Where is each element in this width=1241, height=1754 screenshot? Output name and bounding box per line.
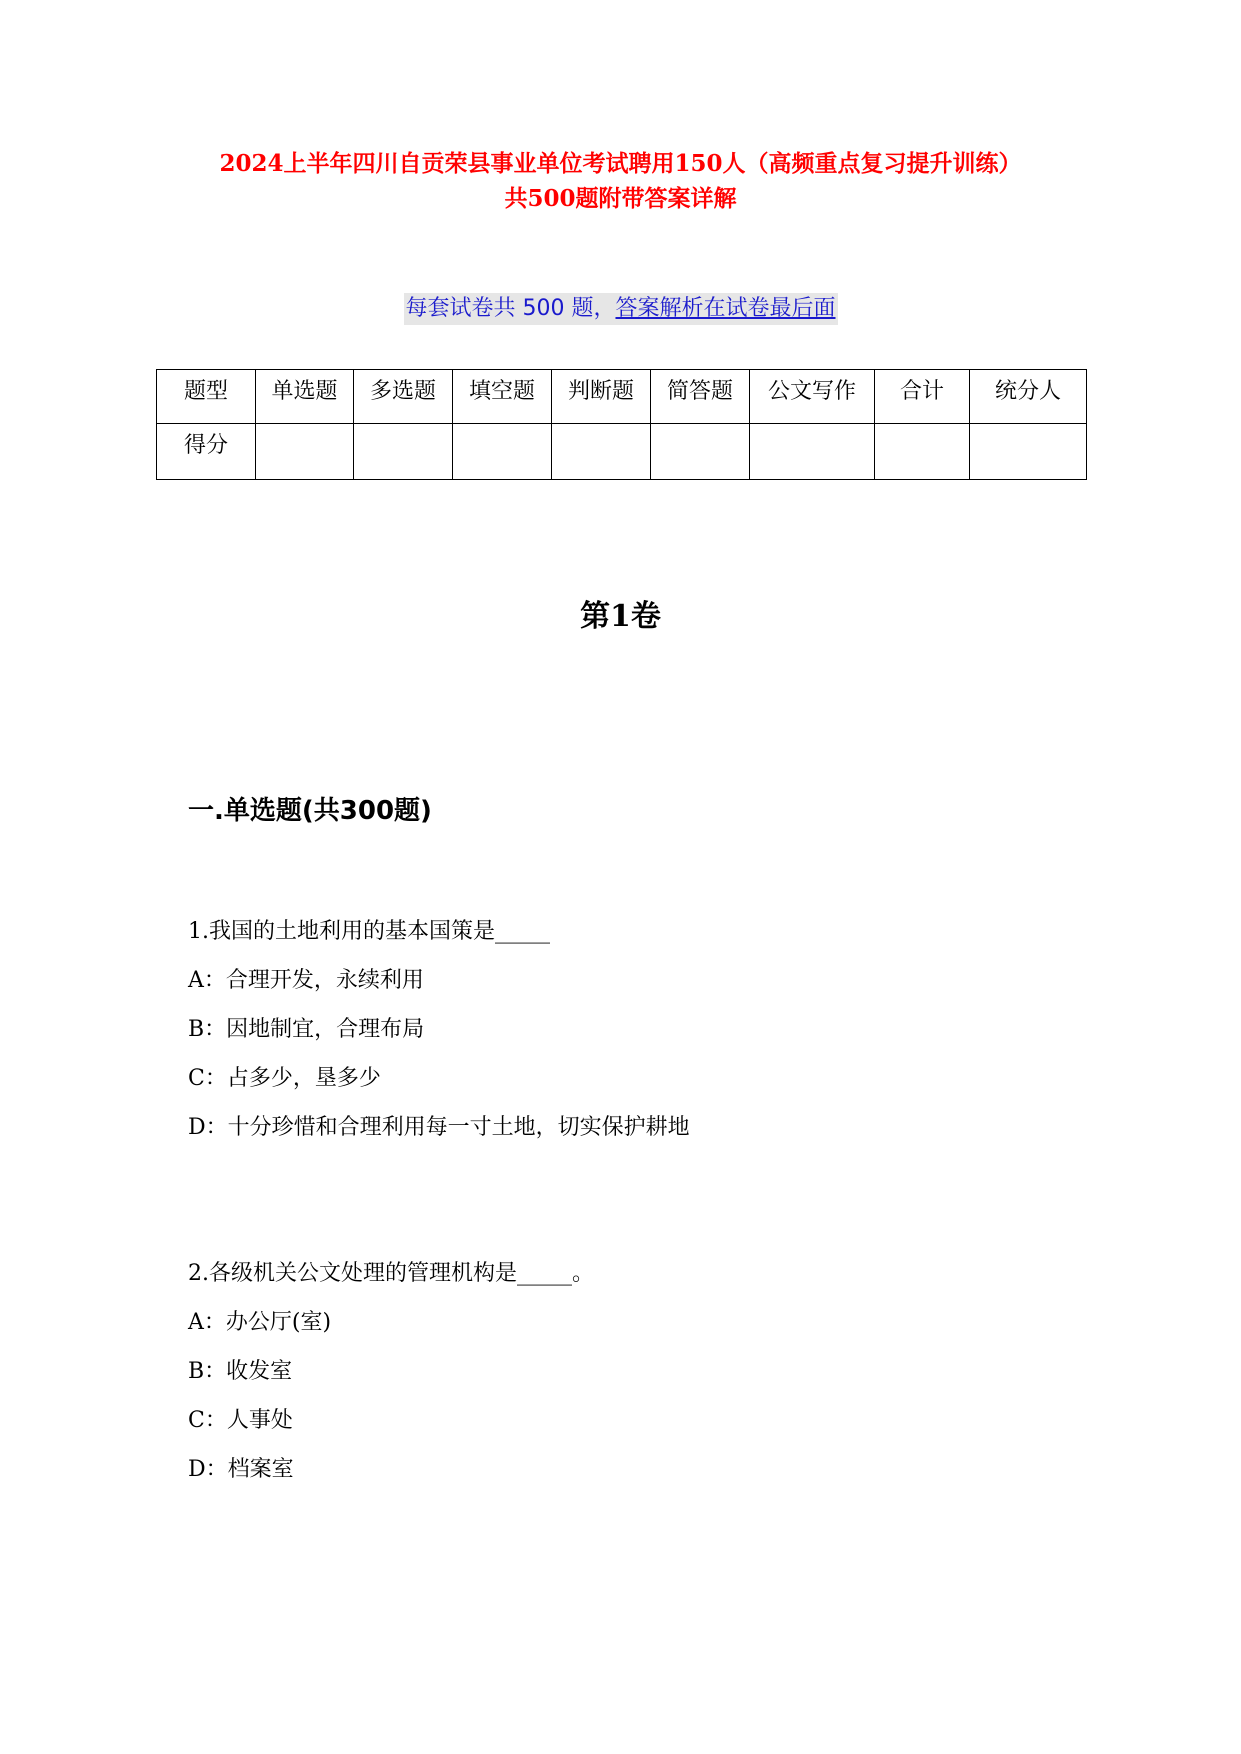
document-title-line-2: 共500题附带答案详解 [504, 185, 737, 212]
header-cell-single-choice: 单选题 [256, 370, 354, 424]
score-row-label: 得分 [157, 424, 256, 480]
header-cell-fill-blank: 填空题 [453, 370, 552, 424]
question-1-option-c: C：占多少，垦多少 [188, 1066, 381, 1091]
question-1-option-a: A：合理开发，永续利用 [188, 968, 424, 993]
score-cell [970, 424, 1087, 480]
question-1-option-d: D：十分珍惜和合理利用每一寸土地，切实保护耕地 [188, 1115, 690, 1140]
question-2-stem: 2.各级机关公文处理的管理机构是_____。 [188, 1261, 594, 1286]
document-title-line-1: 2024上半年四川自贡荣县事业单位考试聘用150人（高频重点复习提升训练） [219, 150, 1022, 177]
header-cell-type: 题型 [157, 370, 256, 424]
score-cell [750, 424, 875, 480]
score-table [156, 369, 1087, 480]
header-cell-true-false: 判断题 [552, 370, 651, 424]
banner-text-part-1: 每套试卷共 500 题， [405, 296, 616, 321]
score-cell [875, 424, 970, 480]
question-2-option-b: B：收发室 [188, 1359, 293, 1384]
score-cell [453, 424, 552, 480]
score-table-header-row [157, 370, 1087, 424]
question-2-option-a: A：办公厅(室) [188, 1310, 332, 1335]
score-table-score-row [157, 424, 1087, 480]
score-cell [256, 424, 354, 480]
question-1-option-b: B：因地制宜，合理布局 [188, 1017, 425, 1042]
score-cell [651, 424, 750, 480]
header-cell-total: 合计 [875, 370, 970, 424]
header-cell-multiple-choice: 多选题 [354, 370, 453, 424]
question-2-option-d: D：档案室 [188, 1457, 294, 1482]
banner-text-part-2: 答案解析在试卷最后面 [615, 296, 836, 321]
score-cell [354, 424, 453, 480]
question-2-option-c: C：人事处 [188, 1408, 293, 1433]
header-cell-scorer: 统分人 [970, 370, 1087, 424]
section-title: 一.单选题(共300题) [188, 796, 432, 826]
volume-title: 第1卷 [580, 599, 661, 634]
score-cell [552, 424, 651, 480]
question-1-stem: 1.我国的土地利用的基本国策是_____ [188, 919, 550, 944]
header-cell-official-writing: 公文写作 [750, 370, 875, 424]
header-cell-short-answer: 简答题 [651, 370, 750, 424]
banner-container [0, 293, 1241, 325]
exam-info-banner [404, 293, 838, 325]
